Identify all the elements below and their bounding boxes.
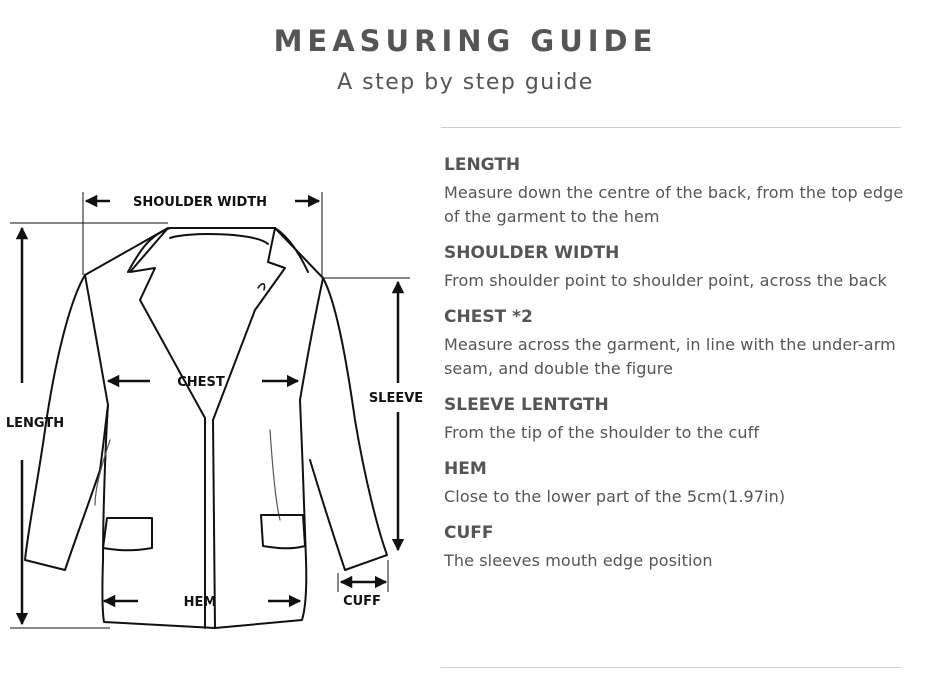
list-item-hem (444, 456, 914, 509)
page-subtitle: A step by step guide (337, 70, 594, 95)
list-item-cuff (444, 520, 914, 573)
list-item-chest (444, 304, 914, 381)
item-description: Measure across the garment, in line with the under-arm seam, and double the figure (444, 335, 896, 378)
item-heading: HEM (444, 459, 487, 479)
item-description: From shoulder point to shoulder point, across the back (444, 271, 887, 290)
cuff-label: CUFF (343, 594, 381, 609)
page-title: MEASURING GUIDE (273, 24, 658, 58)
item-heading: LENGTH (444, 155, 521, 175)
shoulder-width-label: SHOULDER WIDTH (132, 195, 268, 210)
measurement-list (444, 152, 914, 573)
list-item-shoulder-width (444, 240, 914, 293)
list-item-length (444, 152, 914, 229)
item-description: The sleeves mouth edge position (444, 551, 713, 570)
jacket-diagram (0, 150, 440, 670)
item-heading: CUFF (444, 523, 494, 543)
sleeve-label: SLEEVE (368, 391, 424, 406)
jacket-outline (25, 228, 387, 628)
item-description: Close to the lower part of the 5cm(1.97in) (444, 487, 786, 506)
item-heading: SHOULDER WIDTH (444, 243, 620, 263)
list-item-sleeve-length (444, 392, 914, 445)
top-divider (441, 127, 901, 128)
item-heading: SLEEVE LENTGTH (444, 395, 609, 415)
length-label: LENGTH (5, 416, 65, 431)
item-description: From the tip of the shoulder to the cuff (444, 423, 760, 442)
chest-label: CHEST (177, 375, 225, 390)
page-header (0, 24, 931, 95)
item-description: Measure down the centre of the back, from the top edge of the garment to the hem (444, 183, 904, 226)
hem-label: HEM (183, 595, 217, 610)
item-heading: CHEST *2 (444, 307, 533, 327)
bottom-divider (441, 667, 901, 668)
